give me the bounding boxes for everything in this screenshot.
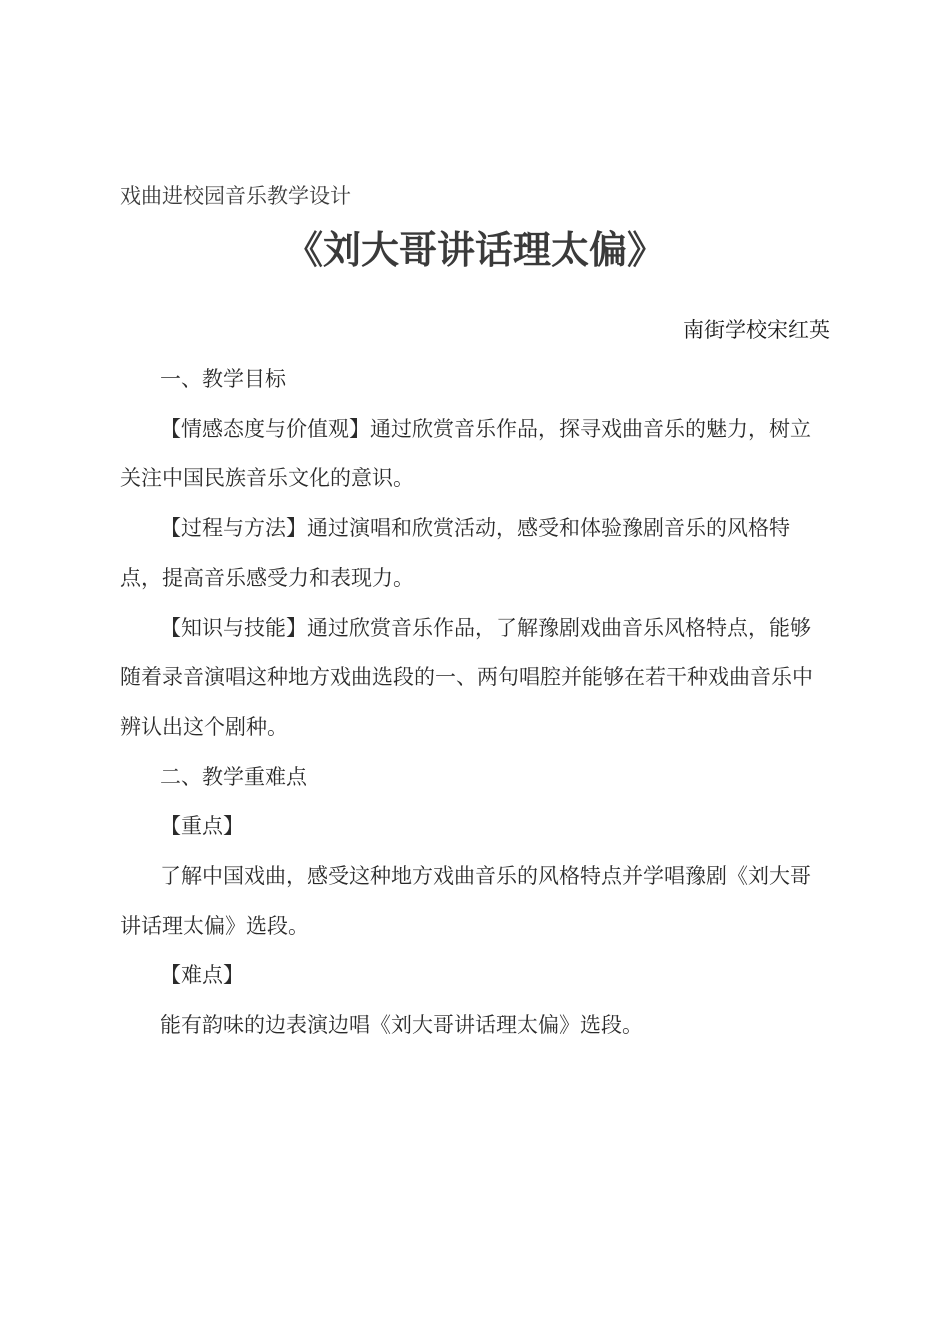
document-body xyxy=(120,355,830,1051)
goal-process-paragraph: 【过程与方法】通过演唱和欣赏活动，感受和体验豫剧音乐的风格特点，提高音乐感受力和表现力。 xyxy=(120,516,790,590)
document-author: 南街学校宋红英 xyxy=(683,318,830,342)
document-subtitle: 戏曲进校园音乐教学设计 xyxy=(120,184,351,208)
difficult-point-label: 【难点】 xyxy=(160,963,244,988)
difficult-point-paragraph: 能有韵味的边表演边唱《刘大哥讲话理太偏》选段。 xyxy=(160,1013,643,1038)
section-heading-goals: 一、教学目标 xyxy=(160,367,286,391)
key-point-label: 【重点】 xyxy=(160,814,244,839)
goal-knowledge-paragraph: 【知识与技能】通过欣赏音乐作品，了解豫剧戏曲音乐风格特点，能够随着录音演唱这种地方戏曲选段的一、两句唱腔并能够在若干种戏曲音乐中辨认出这个剧种。 xyxy=(120,615,813,739)
document-title: 《刘大哥讲话理太偏》 xyxy=(284,228,665,272)
goal-emotion-paragraph: 【情感态度与价值观】通过欣赏音乐作品，探寻戏曲音乐的魅力，树立关注中国民族音乐文化的意识。 xyxy=(120,416,811,491)
key-point-paragraph: 了解中国戏曲，感受这种地方戏曲音乐的风格特点并学唱豫剧《刘大哥讲话理太偏》选段。 xyxy=(120,864,811,938)
section-heading-difficulty: 二、教学重难点 xyxy=(160,764,307,789)
